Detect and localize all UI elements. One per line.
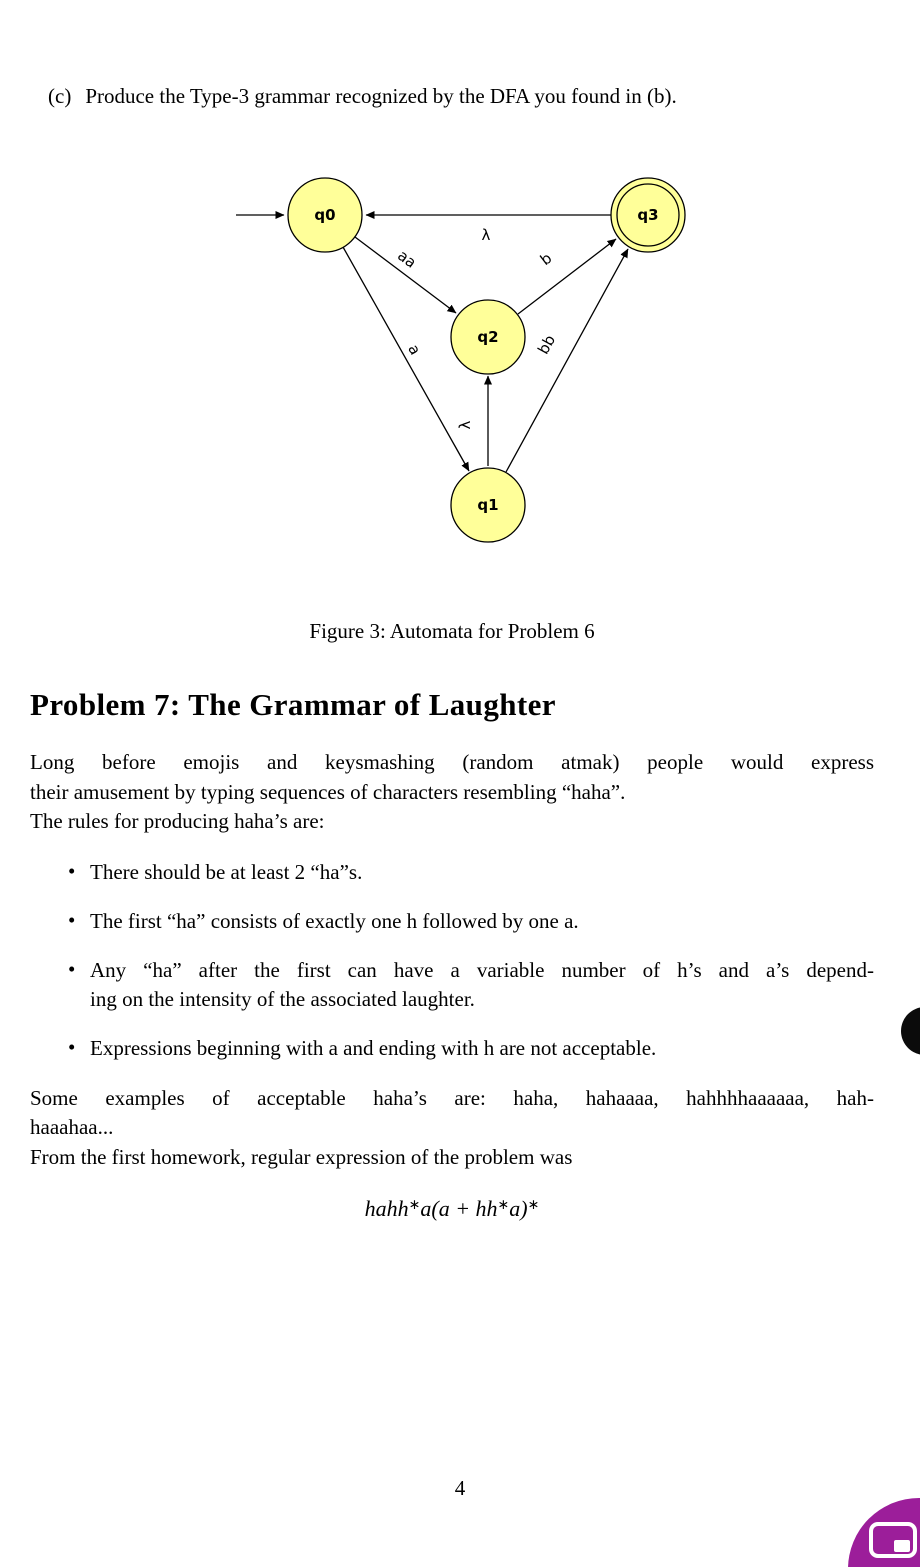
svg-text:q1: q1 bbox=[477, 496, 499, 514]
dfa-diagram bbox=[0, 147, 920, 617]
rule-text: The first “ha” consists of exactly one h followed by one a. bbox=[90, 908, 579, 933]
intro-line-1: Long before emojis and keysmashing (random atmak) people would express bbox=[30, 750, 874, 774]
examples-line-3: From the first homework, regular expression of the problem was bbox=[30, 1144, 573, 1169]
edge-label-bb: bb bbox=[534, 331, 560, 358]
section-heading: Problem 7: The Grammar of Laughter bbox=[30, 687, 556, 722]
bullet-icon: • bbox=[68, 1035, 76, 1059]
math-star: ∗ bbox=[497, 1198, 510, 1213]
state-q3 bbox=[611, 178, 685, 252]
math-base: a(a + hh bbox=[420, 1196, 498, 1221]
list-item bbox=[30, 1034, 874, 1064]
list-item bbox=[30, 956, 874, 1015]
examples-paragraph bbox=[30, 1084, 874, 1173]
edge-q2-q3 bbox=[518, 239, 616, 314]
list-item bbox=[30, 907, 874, 937]
intro-paragraph bbox=[30, 748, 874, 837]
examples-line-2: haaahaa... bbox=[30, 1115, 114, 1139]
state-q0 bbox=[288, 178, 362, 252]
state-q2 bbox=[451, 300, 525, 374]
edge-label-lambda-vertical: λ bbox=[456, 420, 474, 430]
rule-text: Expressions beginning with a and ending with h are not acceptable. bbox=[90, 1036, 657, 1060]
list-item bbox=[30, 858, 874, 888]
intro-line-3: The rules for producing haha’s are: bbox=[30, 809, 325, 833]
math-base: hahh bbox=[364, 1196, 409, 1221]
list-item-c bbox=[30, 0, 874, 111]
bullet-icon: • bbox=[68, 907, 76, 932]
math-star: ∗ bbox=[527, 1198, 540, 1213]
rule-text: There should be at least 2 “ha”s. bbox=[90, 859, 363, 884]
edge-label-aa: aa bbox=[394, 246, 420, 272]
regular-expression bbox=[30, 1196, 874, 1222]
page-number: 4 bbox=[454, 1476, 466, 1500]
item-c-label: (c) bbox=[48, 84, 72, 108]
examples-line-1: Some examples of acceptable haha’s are: haha, hahaaaa, hahhhhaaaaaa, hah- bbox=[30, 1085, 874, 1110]
bullet-icon: • bbox=[68, 956, 76, 981]
screen-capture-icon bbox=[868, 1520, 920, 1562]
rule-text: Any “ha” after the first can have a variable number of h’s and a’s depend- bbox=[90, 957, 874, 982]
svg-text:q0: q0 bbox=[314, 206, 336, 224]
edge-q1-q3 bbox=[506, 249, 628, 472]
math-star: ∗ bbox=[408, 1198, 421, 1213]
intro-line-2: their amusement by typing sequences of characters resembling “haha”. bbox=[30, 779, 626, 804]
item-c-text: Produce the Type-3 grammar recognized by the DFA you found in (b). bbox=[85, 84, 677, 108]
edge-q0-q1 bbox=[343, 247, 469, 471]
math-base: a) bbox=[509, 1196, 528, 1221]
edge-label-b: b bbox=[536, 248, 556, 270]
state-q1 bbox=[451, 468, 525, 542]
bullet-icon: • bbox=[68, 858, 76, 883]
edge-label-a: a bbox=[404, 341, 425, 358]
rule-text-continued: ing on the intensity of the associated laughter. bbox=[90, 987, 475, 1011]
rules-list bbox=[30, 858, 874, 1064]
edge-label-lambda-top: λ bbox=[481, 226, 491, 244]
svg-text:q3: q3 bbox=[637, 206, 659, 224]
figure-caption: Figure 3: Automata for Problem 6 bbox=[309, 619, 595, 643]
svg-text:q2: q2 bbox=[477, 328, 499, 346]
floating-action-button[interactable] bbox=[848, 1498, 920, 1567]
